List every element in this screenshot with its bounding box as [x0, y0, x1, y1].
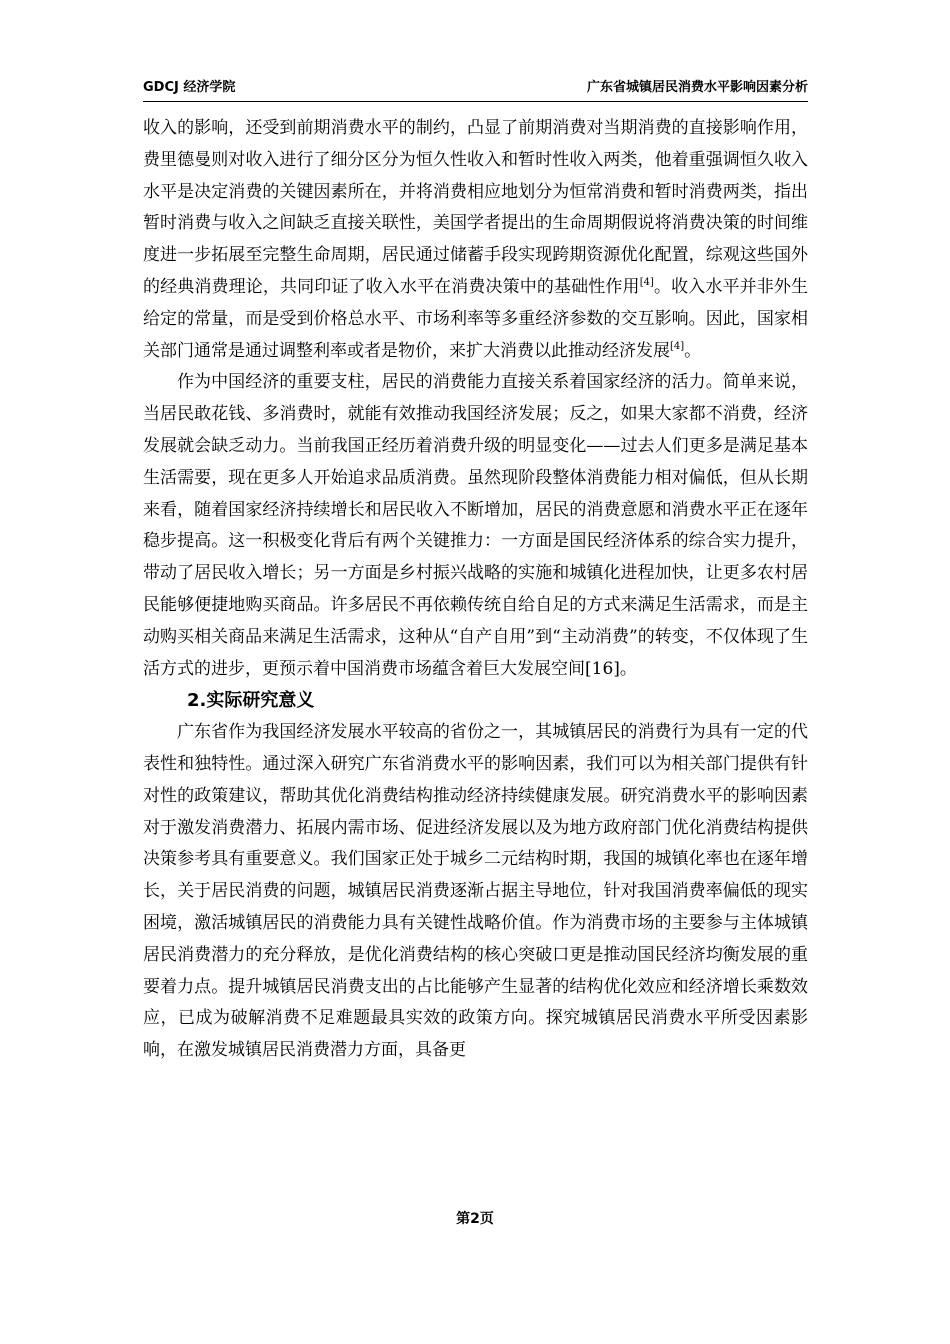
paragraph-1-part-c: 。: [684, 340, 702, 361]
citation-4: [4]: [639, 276, 654, 288]
header-institution: GDCJ 经济学院: [143, 80, 236, 95]
page-number: 第2页: [456, 1211, 494, 1227]
citation-4-second: [4]: [670, 340, 685, 352]
section-heading: 2.实际研究意义: [187, 690, 315, 712]
paragraph-1-part-b: 。收入水平并非外生给定的常量，而是受到价格总水平、市场利率等多重经济参数的交互影响。因此，国家相关部门通常是通过调整利率或者是物价，来扩大消费以此推动经济发展: [143, 276, 809, 361]
page-header: [143, 78, 808, 100]
paragraph-1-part-a: 收入的影响，还受到前期消费水平的制约，凸显了前期消费对当期消费的直接影响作用，费里德曼则对收入进行了细分区分为恒久性收入和暂时性收入两类，他着重强调恒久收入水平是决定消费的关键因素所在，并将消费相应地划分为恒常消费和暂时消费两类，指出暂时消费与收入之间缺乏直接关联性，美国学者提出的生命周期假说将消费决策的时间维度进一步拓展至完整生命周期，居民通过储蓄手段实现跨期资源优化配置，综观这些国外的经典消费理论，共同印证了收入水平在消费决策中的基础性作用: [143, 118, 808, 297]
document-body: [143, 113, 808, 1067]
paragraph-2: 作为中国经济的重要支柱，居民的消费能力直接关系着国家经济的活力。简单来说，当居民敢花钱、多消费时，就能有效推动我国经济发展；反之，如果大家都不消费，经济发展就会缺乏动力。当前我国正经历着消费升级的明显变化——过去人们更多是满足基本生活需要，现在更多人开始追求品质消费。虽然现阶段整体消费能力相对偏低，但从长期来看，随着国家经济持续增长和居民收入不断增加，居民的消费意愿和消费水平正在逐年稳步提高。这一积极变化背后有两个关键推力：一方面是国民经济体系的综合实力提升，带动了居民收入增长；另一方面是乡村振兴战略的实施和城镇化进程加快，让更多农村居民能够便捷地购买商品。许多居民不再依赖传统自给自足的方式来满足生活需求，而是主动购买相关商品来满足生活需求，这种从“自产自用”到“主动消费”的转变，不仅体现了生活方式的进步，更预示着中国消费市场蕴含着巨大发展空间[16]。: [143, 372, 808, 679]
paragraph-3: 广东省作为我国经济发展水平较高的省份之一，其城镇居民的消费行为具有一定的代表性和独特性。通过深入研究广东省消费水平的影响因素，我们可以为相关部门提供有针对性的政策建议，帮助其优化消费结构推动经济持续健康发展。研究消费水平的影响因素对于激发消费潜力、拓展内需市场、促进经济发展以及为地方政府部门优化消费结构提供决策参考具有重要意义。我们国家正处于城乡二元结构时期，我国的城镇化率也在逐年增长，关于居民消费的问题，城镇居民消费逐渐占据主导地位，针对我国消费率偏低的现实困境，激活城镇居民的消费能力具有关键性战略价值。作为消费市场的主要参与主体城镇居民消费潜力的充分释放，是优化消费结构的核心突破口更是推动国民经济均衡发展的重要着力点。提升城镇居民消费支出的占比能够产生显著的结构优化效应和经济增长乘数效应，已成为破解消费不足难题最具实效的政策方向。探究城镇居民消费水平所受因素影响，在激发城镇居民消费潜力方面，具备更: [143, 722, 808, 1061]
paragraph-1: [143, 113, 808, 367]
header-divider: [143, 101, 808, 102]
header-document-title: 广东省城镇居民消费水平影响因素分析: [586, 80, 808, 95]
